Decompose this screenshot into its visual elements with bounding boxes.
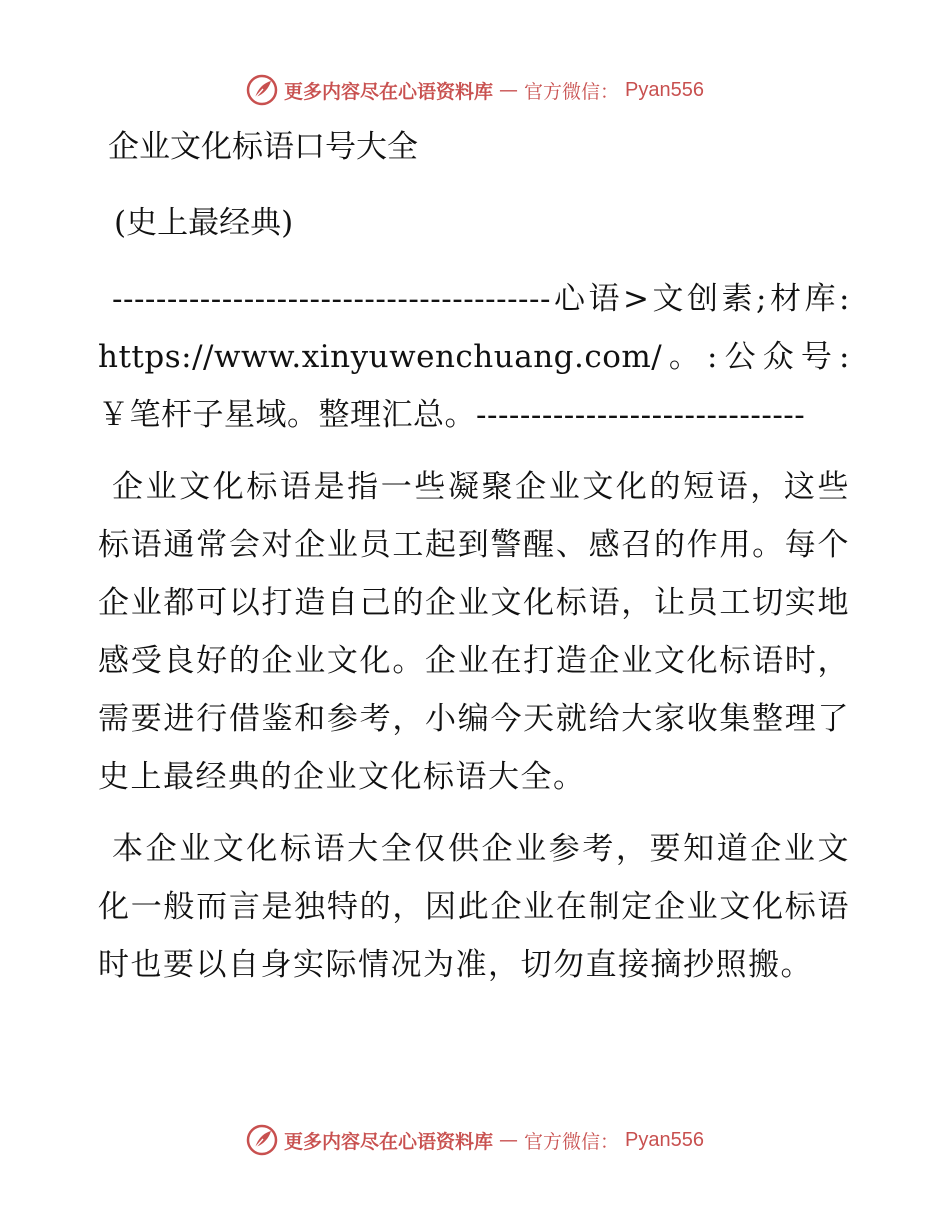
footer-banner (0, 1120, 950, 1160)
banner-dash: — (499, 1129, 519, 1151)
banner-dash: — (499, 79, 519, 101)
banner-text: 更多内容尽在心语资料库 (284, 1130, 494, 1153)
header-banner (0, 70, 950, 110)
banner-wechat-label: 官方微信： (524, 1130, 620, 1153)
banner-text: 更多内容尽在心语资料库 (284, 80, 494, 103)
banner-wechat-id: Pyan556 (625, 1128, 704, 1151)
source-note: ----------------------------------------心语>文创素;材库: https://www.xinyuwenchuang.com/。:公众号: ￥笔杆子星域。整理汇总。------------------------------ (98, 281, 850, 433)
document-title: 企业文化标语口号大全 (108, 129, 418, 165)
feather-pen-logo-icon (246, 74, 278, 106)
document-body (98, 118, 850, 994)
banner-wechat-label: 官方微信： (524, 80, 620, 103)
banner-wechat-id: Pyan556 (625, 78, 704, 101)
paragraph-intro: 企业文化标语是指一些凝聚企业文化的短语，这些标语通常会对企业员工起到警醒、感召的作用。每个企业都可以打造自己的企业文化标语，让员工切实地感受良好的企业文化。企业在打造企业文化标语时，需要进行借鉴和参考，小编今天就给大家收集整理了史上最经典的企业文化标语大全。 (98, 469, 850, 795)
feather-pen-logo-icon (246, 1124, 278, 1156)
document-subtitle: (史上最经典) (114, 205, 294, 241)
paragraph-note: 本企业文化标语大全仅供企业参考，要知道企业文化一般而言是独特的，因此企业在制定企业文化标语时也要以自身实际情况为准，切勿直接摘抄照搬。 (98, 831, 850, 983)
